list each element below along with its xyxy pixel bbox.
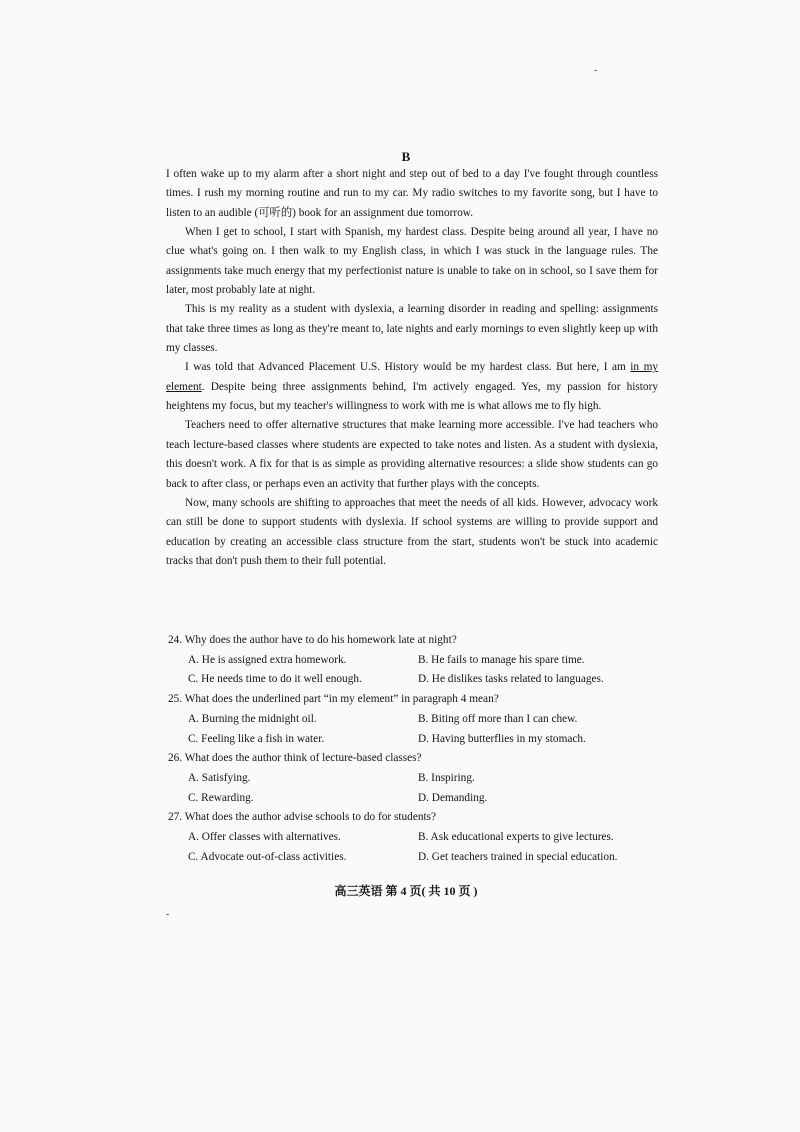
- question-24: [168, 631, 658, 690]
- paragraph-4-text-after: . Despite being three assignments behind, I'm actively engaged. Yes, my passion for history heightens my focus, but my teacher's willingness to work with me is what allows me to fly high.: [166, 380, 658, 413]
- option-b: B. Ask educational experts to give lectures.: [418, 831, 614, 844]
- option-b: B. Biting off more than I can chew.: [418, 712, 578, 725]
- scan-speck: [594, 70, 597, 71]
- reading-passage: [166, 165, 658, 571]
- question-stem: 26. What does the author think of lecture-based classes?: [168, 752, 422, 765]
- question-stem: 24. Why does the author have to do his homework late at night?: [168, 634, 457, 646]
- option-a: A. Offer classes with alternatives.: [188, 831, 341, 844]
- scan-speck: [166, 914, 169, 915]
- option-a: A. Satisfying.: [188, 771, 251, 784]
- option-c: C. Advocate out-of-class activities.: [188, 850, 347, 863]
- question-26: [168, 749, 658, 808]
- question-stem: 27. What does the author advise schools to do for students?: [168, 811, 437, 824]
- paragraph-1: I often wake up to my alarm after a short night and step out of bed to a day I've fought through countless times. I rush my morning routine and run to my car. My radio switches to my favorite song, but I have to listen to an audible (可听的) book for an assignment due tomorrow.: [166, 168, 658, 219]
- option-c: C. Rewarding.: [188, 791, 254, 804]
- question-27: [168, 808, 658, 867]
- paragraph-4-text-before: I was told that Advanced Placement U.S. History would be my hardest class. But here, I am: [185, 361, 631, 374]
- option-a: A. Burning the midnight oil.: [188, 712, 317, 725]
- option-b: B. He fails to manage his spare time.: [418, 653, 585, 666]
- page-footer: 高三英语 第 4 页( 共 10 页 ): [334, 884, 478, 898]
- option-d: D. He dislikes tasks related to languages.: [418, 673, 604, 686]
- option-b: B. Inspiring.: [418, 771, 475, 784]
- option-d: D. Demanding.: [418, 791, 488, 804]
- underlined-phrase: in my element: [166, 361, 659, 393]
- option-d: D. Get teachers trained in special education.: [418, 850, 618, 863]
- question-25: [168, 690, 658, 749]
- paragraph-3: This is my reality as a student with dyslexia, a learning disorder in reading and spelling: assignments that take three times as long as they're meant to, late nights and early mornings to even slightly keep up with my classes.: [166, 303, 658, 355]
- option-c: C. Feeling like a fish in water.: [188, 732, 325, 745]
- paragraph-6: Now, many schools are shifting to approaches that meet the needs of all kids. However, advocacy work can still be done to support students with dyslexia. If school systems are willing to provide support and education by creating an accessible class structure from the start, students won't be stuck into academic tracks that don't push them to their full potential.: [166, 496, 658, 567]
- paragraph-5: Teachers need to offer alternative structures that make learning more accessible. I've had teachers who teach lecture-based classes where students are expected to take notes and listen. As a student with dyslexia, this doesn't work. A fix for that is as simple as providing alternative resources: a slide show students can go back to after class, or perhaps even an activity that further plays with the concepts.: [166, 419, 658, 490]
- question-list: [168, 631, 658, 867]
- option-a: A. He is assigned extra homework.: [188, 653, 347, 666]
- option-d: D. Having butterflies in my stomach.: [418, 732, 586, 745]
- paragraph-2: When I get to school, I start with Spanish, my hardest class. Despite being around all year, I have no clue what's going on. I then walk to my English class, in which I was stuck in the language rules. The assignments take much energy that my perfectionist nature is unable to take on in school, so I save them for later, most probably late at night.: [166, 226, 658, 297]
- paragraph-4: [166, 358, 658, 416]
- option-c: C. He needs time to do it well enough.: [188, 673, 362, 686]
- section-title: B: [401, 149, 411, 164]
- question-stem: 25. What does the underlined part “in my element” in paragraph 4 mean?: [168, 693, 499, 706]
